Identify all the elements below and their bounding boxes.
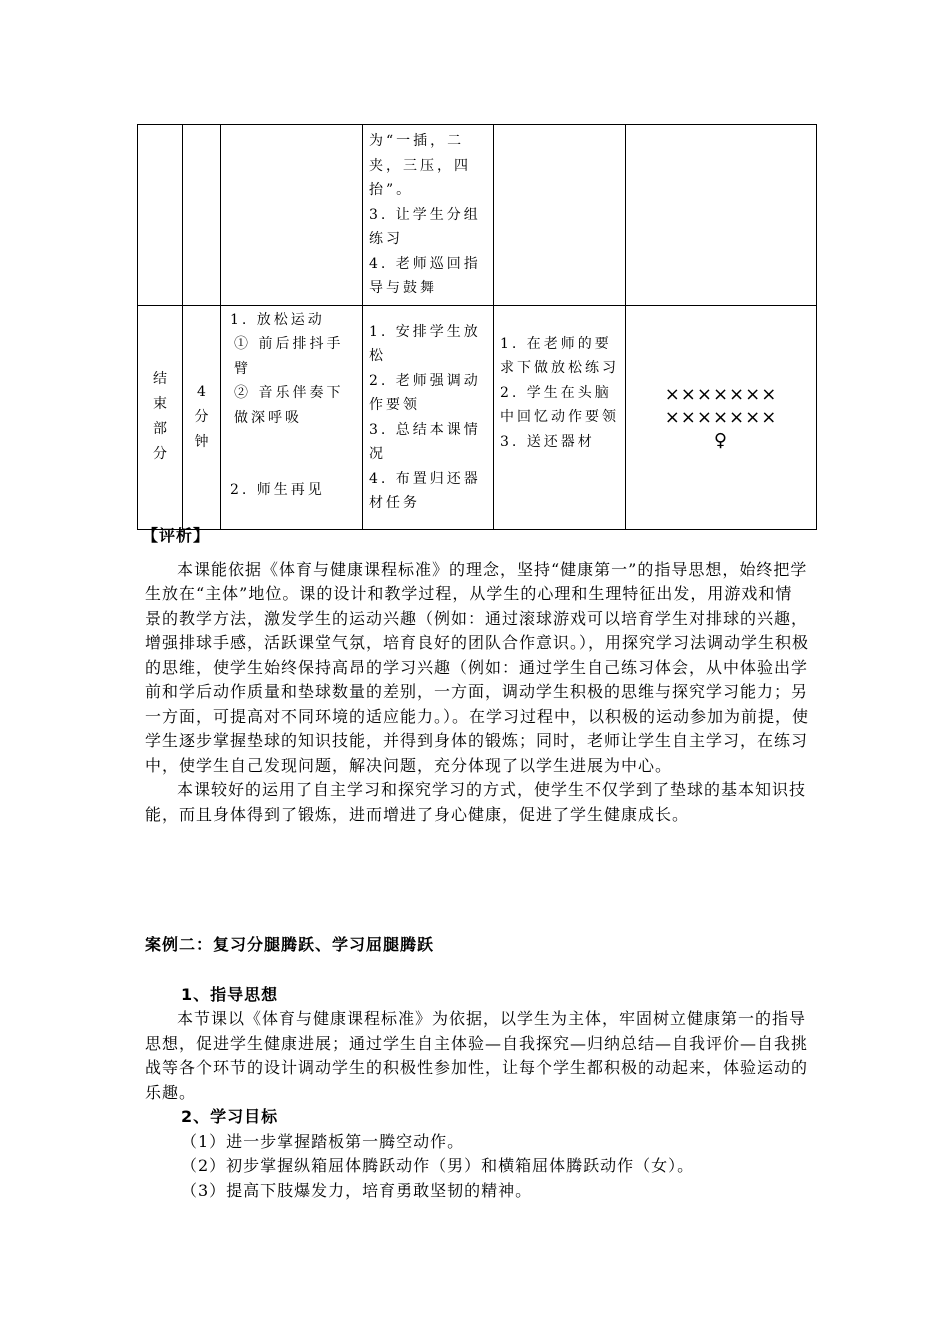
section-paragraph: 本节课以《体育与健康课程标准》为依据，以学生为主体，牢固树立健康第一的指导思想，促进学生健康进展；通过学生自主体验—自我探究—归纳总结—自我评价—自我挑战等各个环节的设计调动学生的积极性参加性，让每个学生都积极的动起来，体验运动的乐趣。 <box>145 1009 809 1102</box>
table-row <box>138 125 817 306</box>
review-paragraph: 本课能依据《体育与健康课程标准》的理念，坚持“健康第一”的指导思想，始终把学生放在“主体”地位。课的设计和教学过程，从学生的心理和生理特征出发，用游戏和情景的教学方法，激发学生的运动兴趣（例如：通过滚球游戏可以培育学生对排球的兴趣，增强排球手感，活跃课堂气氛，培育良好的团队合作意识。），用探究学习法调动学生积极的思维，使学生始终保持高昂的学习兴趣（例如：通过学生自己练习体会，从中体验出学前和学后动作质量和垫球数量的差别，一方面，调动学生积极的思维与探究学习能力；另一方面，可提高对不同环境的适应能力。）。在学习过程中，以积极的运动参加为前提，使学生逐步掌握垫球的知识技能，并得到身体的锻炼；同时，老师让学生自主学习，在练习中，使学生自己发现问题，解决问题，充分体现了以学生进展为中心。 <box>145 559 810 775</box>
teacher-position-icon: ♀ <box>713 429 729 451</box>
table-cell <box>626 125 817 306</box>
part-cell <box>138 305 183 529</box>
review-section <box>142 524 810 827</box>
cell-line: 4. 老师巡回指导与鼓舞 <box>369 255 481 296</box>
table-cell <box>494 125 626 306</box>
cell-line: 1. 在老师的要求下做放松练习 <box>500 335 619 376</box>
content-cell <box>221 305 363 529</box>
cell-line: 4. 布置归还器材任务 <box>369 470 481 511</box>
cell-line: ② 音乐伴奏下做深呼吸 <box>234 385 344 426</box>
table-cell <box>221 125 363 306</box>
case-title: 案例二：复习分腿腾跃、学习屈腿腾跃 <box>145 935 435 954</box>
formation-row: ××××××× <box>664 406 778 428</box>
cell-line: 3. 总结本课情况 <box>369 421 481 462</box>
table-cell <box>183 125 221 306</box>
part-char: 束 <box>153 396 167 412</box>
cell-line: 2. 师生再见 <box>230 482 325 498</box>
case-two-section <box>145 933 809 1203</box>
cell-line: 3. 送还器材 <box>500 433 595 450</box>
part-char: 部 <box>153 421 167 437</box>
formation-cell <box>626 305 817 529</box>
cell-line: 为“一插，二夹，三压，四抬”。 <box>369 133 471 198</box>
cell-line: 3. 让学生分组练习 <box>369 206 481 247</box>
section-heading: 1、指导思想 <box>181 984 279 1004</box>
time-char: 分 <box>194 408 209 425</box>
section-heading: 2、学习目标 <box>181 1107 279 1126</box>
table-cell <box>138 125 183 306</box>
cell-line: 2. 老师强调动作要领 <box>369 372 481 413</box>
goal-item: （2）初步掌握纵箱屈体腾跃动作（男）和横箱屈体腾跃动作（女）。 <box>181 1156 695 1175</box>
lesson-plan-table <box>137 124 817 530</box>
cell-line: 2. 学生在头脑中回忆动作要领 <box>500 384 619 425</box>
goal-item: （3）提高下肢爆发力，培育勇敢坚韧的精神。 <box>181 1180 533 1200</box>
table-row <box>138 305 817 529</box>
review-paragraph: 本课较好的运用了自主学习和探究学习的方式，使学生不仅学到了垫球的基本知识技能，而且身体得到了锻炼，进而增进了身心健康，促进了学生健康成长。 <box>145 780 807 824</box>
formation-diagram <box>626 383 816 452</box>
time-cell <box>183 305 221 529</box>
teacher-activity-cell <box>363 125 494 306</box>
part-char: 结 <box>153 371 167 387</box>
cell-line: 1. 放松运动 <box>230 311 325 328</box>
cell-line: 1. 安排学生放松 <box>369 323 481 364</box>
part-char: 分 <box>153 446 167 462</box>
time-char: 钟 <box>194 433 209 450</box>
cell-line: ① 前后排抖手臂 <box>234 336 344 377</box>
formation-row: ××××××× <box>664 383 778 405</box>
time-char: 4 <box>197 383 206 400</box>
teacher-activity-cell <box>363 305 494 529</box>
goal-item: （1）进一步掌握踏板第一腾空动作。 <box>181 1131 465 1151</box>
review-heading: 【评析】 <box>142 526 211 545</box>
student-activity-cell <box>494 305 626 529</box>
